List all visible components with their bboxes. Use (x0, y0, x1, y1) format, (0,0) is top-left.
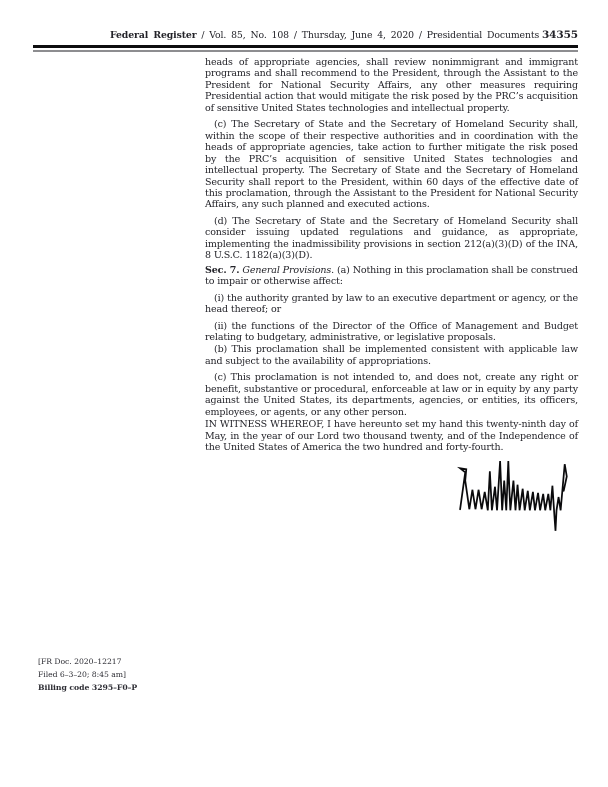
fr-doc-number: [FR Doc. 2020–12217 (38, 657, 122, 666)
paragraph-i: (i) the authority granted by law to an executive department or agency, or the head thereof; or (205, 292, 578, 316)
filed-date: Filed 6–3–20; 8:45 am] (38, 670, 126, 679)
paragraph-ii: (ii) the functions of the Director of the Office of Management and Budget relating to budgetary, administrative, or legislative proposals. (205, 320, 578, 343)
masthead-brand: Federal Register (110, 30, 197, 41)
masthead-rule-thick (33, 45, 578, 48)
billing-code: Billing code 3295–F0–P (38, 683, 138, 692)
section-7-text: (a) Nothing in this proclamation shall be construed to impair or otherwise affect: (205, 264, 579, 288)
section-7-heading-paragraph (205, 265, 578, 288)
paragraph-witness: IN WITNESS WHEREOF, I have hereunto set my hand this twenty-ninth day of May, in the year of our Lord two thousand twenty, and of the Independence of the United States of America the two hundred and forty-fourth. (205, 419, 578, 454)
paragraph-d: (d) The Secretary of State and the Secretary of Homeland Security shall consider issuing updated regulations and guidance, as appropriate, implementing the inadmissibility provisions in section 212(a)(3)(D) of the INA, 8 U.S.C. 1182(a)(3)(D). (205, 215, 578, 262)
document-body (205, 57, 578, 454)
page-number: 34355 (541, 29, 578, 41)
masthead-issue-info: / Vol. 85, No. 108 / Thursday, June 4, 2020 / Presidential Documents (201, 30, 540, 41)
paragraph-c2: (c) This proclamation is not intended to, and does not, create any right or benefit, substantive or procedural, enforceable at law or in equity by any party against the United States, its departments, agencies, or entities, its officers, employees, or agents, or any other person. (205, 372, 578, 418)
section-7-title: General Provisions. (242, 264, 335, 276)
signature-glyph (457, 458, 575, 538)
presidential-signature (457, 458, 575, 538)
masthead-line (33, 29, 578, 45)
paragraph-c: (c) The Secretary of State and the Secretary of Homeland Security shall, within the scope of their respective authorities and in coordination with the heads of appropriate agencies, take action to further mitigate the risk posed by the PRC’s acquisition of sensitive United States technologies and intellectual property. The Secretary of State and the Secretary of Homeland Security shall report to the President, within 60 days of the effective date of this proclamation, through the Assistant to the President for National Security Affairs, any such planned and executed actions. (205, 119, 578, 211)
paragraph-continuation: heads of appropriate agencies, shall review nonimmigrant and immigrant programs and shall recommend to the President, through the Assistant to the President for National Security Affairs, any other measures requiring Presidential action that would mitigate the risk posed by the PRC’s acquisition of sensitive United States technologies and intellectual property. (205, 57, 578, 114)
docket-footer (38, 655, 137, 694)
masthead-rule-thin (33, 50, 578, 52)
section-7-label: Sec. 7. (205, 264, 240, 276)
masthead (33, 29, 578, 52)
paragraph-b: (b) This proclamation shall be implemented consistent with applicable law and subject to the availability of appropriations. (205, 344, 578, 367)
masthead-citation (33, 30, 539, 42)
